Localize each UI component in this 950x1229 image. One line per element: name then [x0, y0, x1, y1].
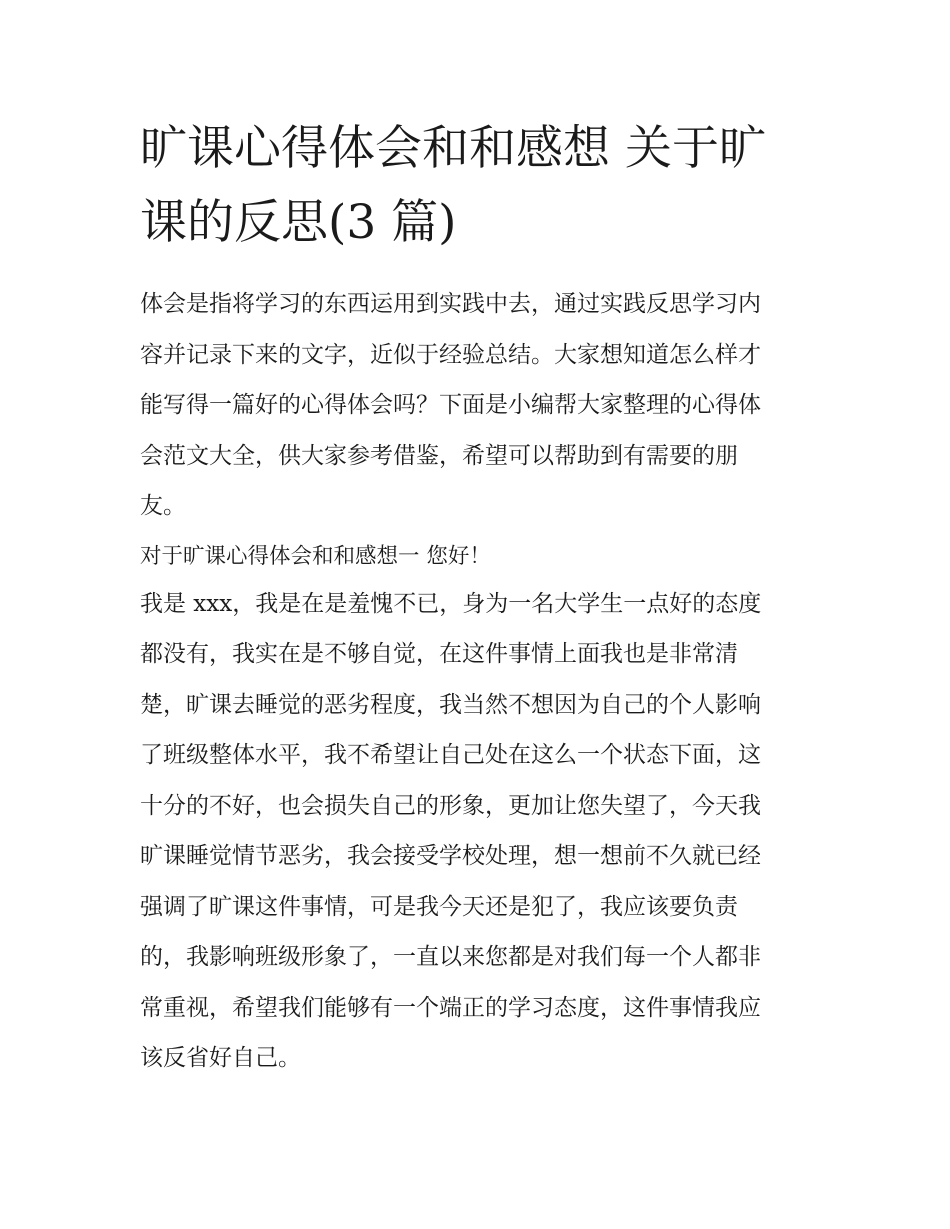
document-title — [140, 112, 820, 260]
body-line: 十分的不好，也会损失自己的形象，更加让您失望了，今天我 — [140, 792, 761, 819]
body-line: 强调了旷课这件事情，可是我今天还是犯了，我应该要负责 — [140, 893, 738, 920]
body-line: 我是 xxx，我是在是羞愧不已，身为一名大学生一点好的态度 — [140, 590, 762, 617]
intro-line: 能写得一篇好的心得体会吗？下面是小编帮大家整理的心得体 — [140, 392, 761, 418]
body-line: 该反省好自己。 — [140, 1045, 301, 1071]
intro-paragraph — [140, 279, 820, 532]
intro-line: 友。 — [140, 493, 186, 519]
title-line-1: 旷课心得体会和和感想 关于旷 — [140, 121, 766, 176]
body-line: 旷课睡觉情节恶劣，我会接受学校处理，想一想前不久就已经 — [140, 843, 761, 869]
body-line: 都没有，我实在是不够自觉，在这件事情上面我也是非常清 — [140, 641, 738, 667]
title-line-2: 课的反思(3 篇) — [140, 195, 457, 250]
body-line: 了班级整体水平，我不希望让自己处在这么一个状态下面，这 — [140, 742, 761, 768]
body-line: 的，我影响班级形象了，一直以来您都是对我们每一个人都非 — [140, 944, 761, 970]
document-content — [140, 112, 820, 1084]
intro-line: 容并记录下来的文字，近似于经验总结。大家想知道怎么样才 — [140, 341, 761, 368]
body-paragraph — [140, 579, 820, 1084]
intro-line: 会范文大全，供大家参考借鉴，希望可以帮助到有需要的朋 — [140, 442, 738, 469]
section-heading: 对于旷课心得体会和和感想一 您好！ — [140, 543, 491, 569]
intro-line: 体会是指将学习的东西运用到实践中去，通过实践反思学习内 — [140, 291, 761, 317]
body-line: 常重视，希望我们能够有一个端正的学习态度，这件事情我应 — [140, 994, 761, 1021]
body-line: 楚，旷课去睡觉的恶劣程度，我当然不想因为自己的个人影响 — [140, 691, 761, 718]
